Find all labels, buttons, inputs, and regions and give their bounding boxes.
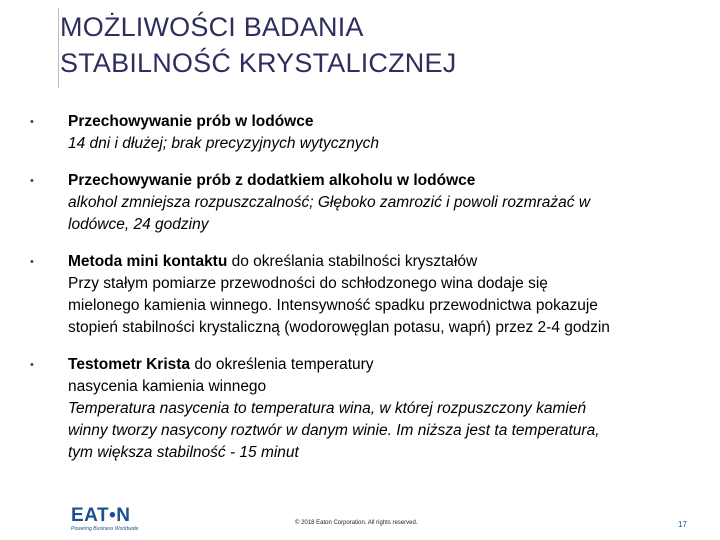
slide-title-line-1: MOŻLIWOŚCI BADANIA: [60, 12, 364, 42]
bullet-body-line: Temperatura nasycenia to temperatura wina, w której rozpuszczony kamień: [68, 400, 587, 417]
bullet-list: [30, 111, 700, 464]
eaton-logo-tagline: Powering Business Worldwide: [71, 526, 139, 532]
bullet-body-line: 14 dni i dłużej; brak precyzyjnych wytycznych: [68, 135, 379, 152]
bullet-heading: [68, 170, 700, 192]
bullet-body-line: stopień stabilności krystaliczną (wodorowęglan potasu, wapń) przez 2-4 godzin: [68, 319, 610, 336]
bullet-heading-continued: nasycenia kamienia winnego: [68, 378, 267, 395]
copyright-notice: © 2018 Eaton Corporation. All rights reserved.: [295, 520, 418, 526]
bullet-item-fridge-storage: [30, 111, 700, 155]
bullet-marker: •: [30, 359, 34, 371]
bullet-item-mini-contact: [30, 251, 700, 339]
bullet-marker: •: [30, 116, 34, 128]
bullet-heading-bold: Przechowywanie prób w lodówce: [68, 113, 314, 130]
bullet-heading: [68, 251, 700, 273]
bullet-heading-bold: Przechowywanie prób z dodatkiem alkoholu w lodówce: [68, 172, 476, 189]
bullet-body-line: tym większa stabilność - 15 minut: [68, 444, 299, 461]
bullet-item-krista-tester: [30, 354, 700, 464]
eaton-logo: [71, 507, 161, 533]
bullet-heading-bold: Testometr Krista: [68, 356, 191, 373]
bullet-heading: [68, 111, 700, 133]
bullet-heading-bold: Metoda mini kontaktu: [68, 253, 228, 270]
bullet-heading-rest: do określenia temperatury: [190, 356, 374, 373]
bullet-marker: •: [30, 256, 34, 268]
bullet-marker: •: [30, 175, 34, 187]
bullet-heading-rest: do określania stabilności kryształów: [227, 253, 478, 270]
eaton-logo-wordmark: EAT•N: [71, 505, 131, 526]
page-number: 17: [678, 520, 687, 529]
bullet-body-line: alkohol zmniejsza rozpuszczalność; Głęboko zamrozić i powoli rozmrażać w: [68, 194, 591, 211]
bullet-item-alcohol-storage: [30, 170, 700, 236]
slide-title: [60, 9, 456, 81]
bullet-heading: [68, 354, 700, 376]
title-accent-line: [58, 8, 59, 88]
bullet-body-line: Przy stałym pomiarze przewodności do schłodzonego wina dodaje się: [68, 275, 548, 292]
slide-title-line-2: STABILNOŚĆ KRYSTALICZNEJ: [60, 48, 457, 78]
bullet-body-line: mielonego kamienia winnego. Intensywność spadku przewodnictwa pokazuje: [68, 297, 598, 314]
bullet-body-line: lodówce, 24 godziny: [68, 216, 209, 233]
bullet-body-line: winny tworzy nasycony roztwór w danym winie. Im niższa jest ta temperatura,: [68, 422, 600, 439]
